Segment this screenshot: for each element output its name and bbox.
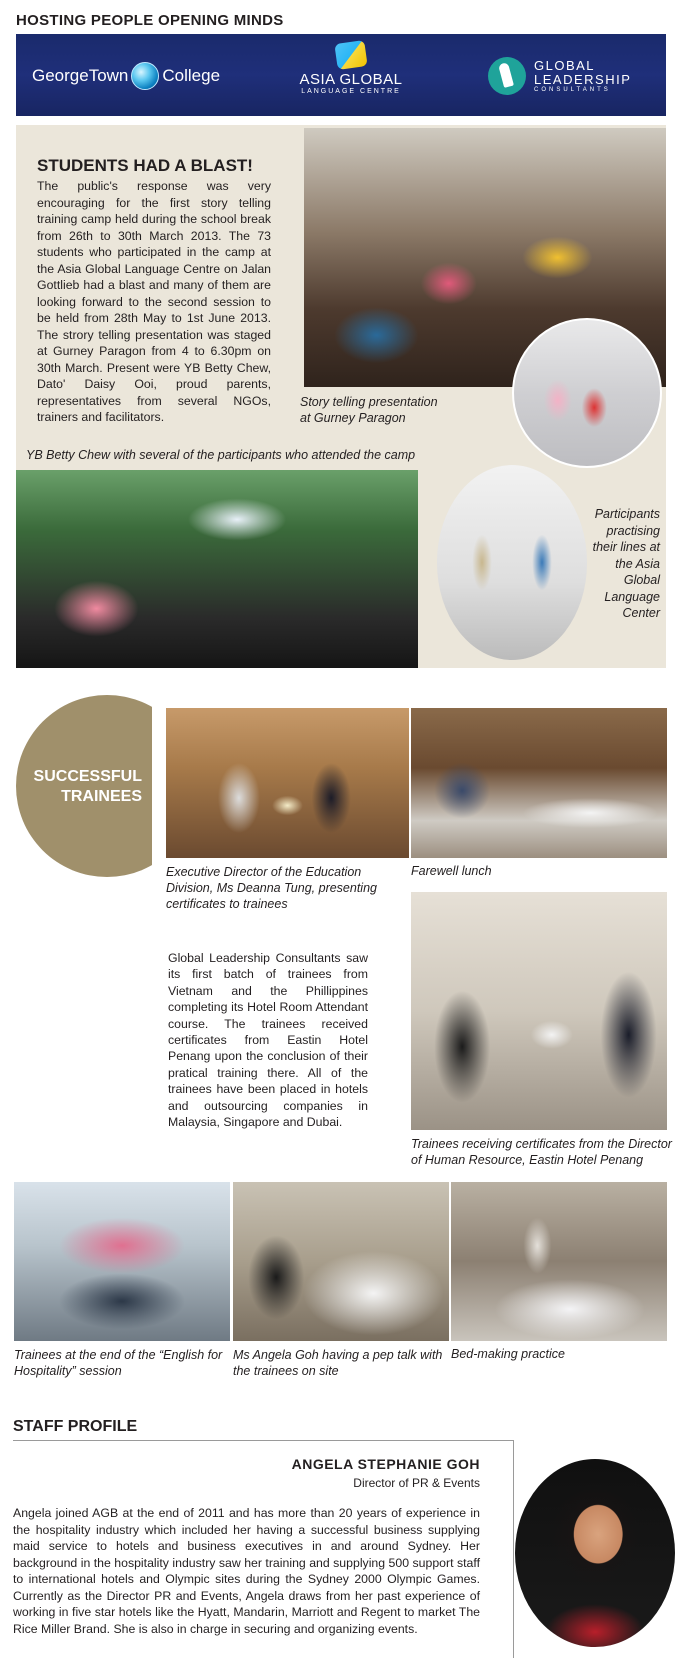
leadership-figure-icon: [488, 57, 526, 95]
story-caption-line2: at Gurney Paragon: [300, 411, 406, 425]
staff-divider-horizontal: [13, 1440, 513, 1441]
director-certificates-photo: [411, 892, 667, 1130]
farewell-lunch-photo: [411, 708, 667, 858]
blast-article-text: The public's response was very encouraging for the first story telling training camp held during the school break from 26th to 30th March 2013. The 73 students who participated in the camp at the Asia Global Language Centre on Jalan Gottlieb had a blast and many of them are looking forward to the second session to be held from 28th May to 1st June 2013. The strory telling presentation was staged at Gurney Paragon from 4 to 6.30pm on 30th March. Present were YB Betty Chew, Dato' Daisy Ooi, proud parents, representatives from several NGOs, trainers and facilitators.: [37, 179, 271, 424]
pep-talk-caption: Ms Angela Goh having a pep talk with the trainees on site: [233, 1348, 443, 1378]
page-heading: HOSTING PEOPLE OPENING MINDS: [16, 12, 284, 29]
farewell-lunch-caption: Farewell lunch: [411, 864, 492, 878]
blast-title: STUDENTS HAD A BLAST!: [37, 156, 253, 175]
trainees-title-line2: TRAINEES: [61, 788, 142, 805]
bed-making-photo: [451, 1182, 667, 1341]
bed-making-caption: Bed-making practice: [451, 1347, 565, 1361]
story-caption-line1: Story telling presentation: [300, 395, 438, 409]
asia-global-subtitle: LANGUAGE CENTRE: [301, 88, 401, 95]
staff-role: Director of PR & Events: [353, 1476, 480, 1490]
staff-name: ANGELA STEPHANIE GOH: [291, 1456, 480, 1472]
certificate-presentation-photo: [166, 708, 409, 858]
ybbetty-caption: YB Betty Chew with several of the participants who attended the camp: [26, 448, 416, 462]
trainees-section-title: [16, 767, 152, 807]
glc-wordmark-line1: GLOBAL: [534, 58, 596, 73]
staff-profile-heading: STAFF PROFILE: [13, 1418, 138, 1435]
staff-bio-text: Angela joined AGB at the end of 2011 and has more than 20 years of experience in the hospitality industry which included her having a successful business supplying maid service to hotels and business executives in and around Sydney. Her background in the hospitality industry saw her training and supplying 500 support staff to international hotels and Olympic sites during the Sydney 2000 Olympic Games. Currently as the Director PR and Events, Angela draws from her past experience of working in five star hotels like the Hyatt, Mandarin, Marriott and Regent to market The Rice Miller Brand. She is also in charge in securing and organizing events.: [13, 1506, 480, 1636]
global-leadership-logo: [488, 52, 658, 100]
director-certificates-caption: Trainees receiving certificates from the Director of Human Resource, Eastin Hotel Penang: [411, 1137, 672, 1167]
georgetown-college-logo: [32, 62, 220, 90]
story-telling-caption: [300, 394, 438, 426]
certificate-presentation-caption: Executive Director of the Education Division, Ms Deanna Tung, presenting certificates to trainees: [166, 865, 377, 911]
english-session-photo: [14, 1182, 230, 1341]
asia-global-logo: [296, 42, 406, 110]
georgetown-wordmark: GeorgeTown: [32, 66, 129, 85]
staff-portrait-photo: [515, 1459, 675, 1647]
glc-wordmark-line2: LEADERSHIP: [534, 72, 632, 87]
trainees-article-text: Global Leadership Consultants saw its first batch of trainees from Vietnam and the Phillippines completing its Hotel Room Attendant course. The trainees received certificates from Eastin Hotel Penang upon the conclusion of their pratical training there. All of the trainees have been placed in hotels and outsourcing companies in Malaysia, Singapore and Dubai.: [168, 951, 368, 1130]
trainees-title-line1: SUCCESSFUL: [33, 768, 142, 785]
partner-logo-banner: [16, 34, 666, 116]
pep-talk-photo: [233, 1182, 449, 1341]
globe-icon: [131, 62, 159, 90]
college-wordmark: College: [162, 66, 221, 85]
english-session-caption: Trainees at the end of the “English for Hospitality” session: [14, 1348, 223, 1378]
practise-caption: Participants practising their lines at the Asia Global Language Center: [592, 507, 660, 620]
ybbetty-group-photo: [16, 470, 418, 668]
asia-global-mark-icon: [334, 40, 367, 70]
practise-circle-photo: [437, 465, 587, 660]
staff-divider-vertical: [513, 1440, 514, 1658]
asia-global-wordmark: ASIA GLOBAL: [299, 71, 403, 88]
kids-circle-photo: [512, 318, 662, 468]
glc-subtitle: CONSULTANTS: [534, 87, 611, 93]
